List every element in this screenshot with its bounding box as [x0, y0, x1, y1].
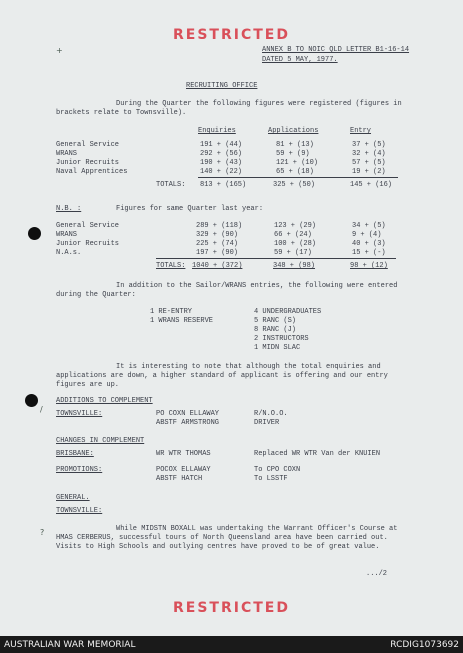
totals-rule — [156, 258, 396, 259]
addition-line-1: In addition to the Sailor/WRANS entries, the following were entered — [116, 282, 398, 290]
townsville-heading: TOWNSVILLE: — [56, 507, 103, 515]
restricted-stamp-top: RESTRICTED — [173, 27, 290, 43]
brisbane-label: BRISBANE: — [56, 450, 94, 458]
column-header-applications: Applications — [268, 127, 319, 135]
footer-record-id: RCDIG1073692 — [390, 640, 459, 650]
general-heading: GENERAL. — [56, 494, 90, 502]
intro-line-2: brackets relate to Townsville). — [56, 109, 187, 117]
column-header-entry: Entry — [350, 127, 372, 135]
final-line-2: HMAS CERBERUS, successful tours of North Queensland area have been carried out. — [56, 534, 388, 542]
punch-hole — [28, 227, 41, 240]
interest-line-1: It is interesting to note that although the total enquiries and — [116, 363, 381, 371]
brisbane-name: WR WTR THOMAS — [156, 450, 211, 458]
totals-rule — [198, 177, 398, 178]
annex-line: ANNEX B TO NOIC QLD LETTER B1-16-14 — [262, 46, 410, 54]
page-marker: .../2 — [366, 570, 388, 578]
archive-footer — [0, 636, 463, 653]
date-line: DATED 5 MAY, 1977. — [262, 56, 338, 64]
promotions-name: POCOX ELLAWAY — [156, 466, 211, 474]
nb-label: N.B. : — [56, 205, 82, 213]
promotions-label: PROMOTIONS: — [56, 466, 103, 474]
document-page: RESTRICTED ANNEX B TO NOIC QLD LETTER B1-16-14 DATED 5 MAY, 1977. + RECRUITING OFFICE During the Quarter the following figures were registered (figures in brackets relate to Townsville). Enquiries Applications Entry General Service 191 + (44) 81 + (13) 37 + (5) WRANS 292 + (56) 59 + (9) 32 + (4) Junior Recruits 190 + (43) 121 + (10) 57 + (5) Naval Apprentices 140 + (22) 65 + (18) 19 + (2) TOTALS: 813 + (165) 325 + (50) 145 + (16) N.B. : Figures for same Quarter last year: General Service 289 + (118) 123 + (29) 34 + (5) WRANS 329 + (90) 66 + (24) 9 + (4) Junior Recruits 225 + (74) 100 + (28) 40 + (3) N.A.s. 197 + (90) 59 + (17) 15 + (-) TOTALS: 1040 + (372) 348 + (98) 98 + (12) In addition to the Sailor/WRANS entries, the following were entered during the Quarter: 1 RE-ENTRY 1 WRANS RESERVE 4 UNDERGRADUATES 5 RANC (S) 8 RANC (J) 2 INSTRUCTORS 1 MIDN SLAC It is interesting to note that although the total enquiries and applications are down, a higher standard of applicant is offering and our entry figures are up. ADDITIONS TO COMPLEMENT TOWNSVILLE: PO COXN ELLAWAY ABSTF ARMSTRONG R/N.O.O. DRIVER CHANGES IN COMPLEMENT BRISBANE: WR WTR THOMAS Replaced WR WTR Van der KNUIEN PROMOTIONS: POCOX ELLAWAY ABSTF HATCH To CPO COXN To LSSTF GENERAL. TOWNSVILLE: While MIDSTN BOXALL was undertaking the Warrant Officer's Course at HMAS CERBERUS, successful tours of North Queensland area have been carried out. Visits to High Schools and outlying centres have proved to be of great value. ? / .../2 RESTRICTED — [0, 0, 463, 636]
brisbane-note: Replaced WR WTR Van der KNUIEN — [254, 450, 381, 458]
additional-entry-right: 5 RANC (S) — [254, 317, 297, 325]
additional-entry-left: 1 WRANS RESERVE — [150, 317, 214, 325]
townsville-name: ABSTF ARMSTRONG — [156, 419, 220, 427]
additional-entry-right: 1 MIDN SLAC — [254, 344, 301, 352]
interest-line-3: figures are up. — [56, 381, 120, 389]
townsville-label: TOWNSVILLE: — [56, 410, 103, 418]
margin-mark: + — [56, 46, 63, 55]
nb-text: Figures for same Quarter last year: — [116, 205, 264, 213]
section-title: RECRUITING OFFICE — [186, 82, 258, 90]
promotions-to: To LSSTF — [254, 475, 288, 483]
intro-line-1: During the Quarter the following figures were registered (figures in — [116, 100, 402, 108]
additions-heading: ADDITIONS TO COMPLEMENT — [56, 397, 153, 405]
restricted-stamp-bottom: RESTRICTED — [173, 600, 290, 616]
promotions-to: To CPO COXN — [254, 466, 301, 474]
additional-entry-left: 1 RE-ENTRY — [150, 308, 193, 316]
additional-entry-right: 4 UNDERGRADUATES — [254, 308, 322, 316]
column-header-enquiries: Enquiries — [198, 127, 236, 135]
footer-source: AUSTRALIAN WAR MEMORIAL — [4, 640, 136, 650]
final-line-1: While MIDSTN BOXALL was undertaking the Warrant Officer's Course at — [116, 525, 398, 533]
margin-mark: / — [40, 405, 43, 414]
townsville-role: R/N.O.O. — [254, 410, 288, 418]
interest-line-2: applications are down, a higher standard of applicant is offering and our entry — [56, 372, 388, 380]
townsville-name: PO COXN ELLAWAY — [156, 410, 220, 418]
promotions-name: ABSTF HATCH — [156, 475, 203, 483]
final-line-3: Visits to High Schools and outlying centres have proved to be of great value. — [56, 543, 380, 551]
punch-hole — [25, 394, 38, 407]
additional-entry-right: 8 RANC (J) — [254, 326, 297, 334]
townsville-role: DRIVER — [254, 419, 280, 427]
addition-line-2: during the Quarter: — [56, 291, 136, 299]
additional-entry-right: 2 INSTRUCTORS — [254, 335, 309, 343]
margin-mark: ? — [40, 528, 45, 537]
changes-heading: CHANGES IN COMPLEMENT — [56, 437, 145, 445]
